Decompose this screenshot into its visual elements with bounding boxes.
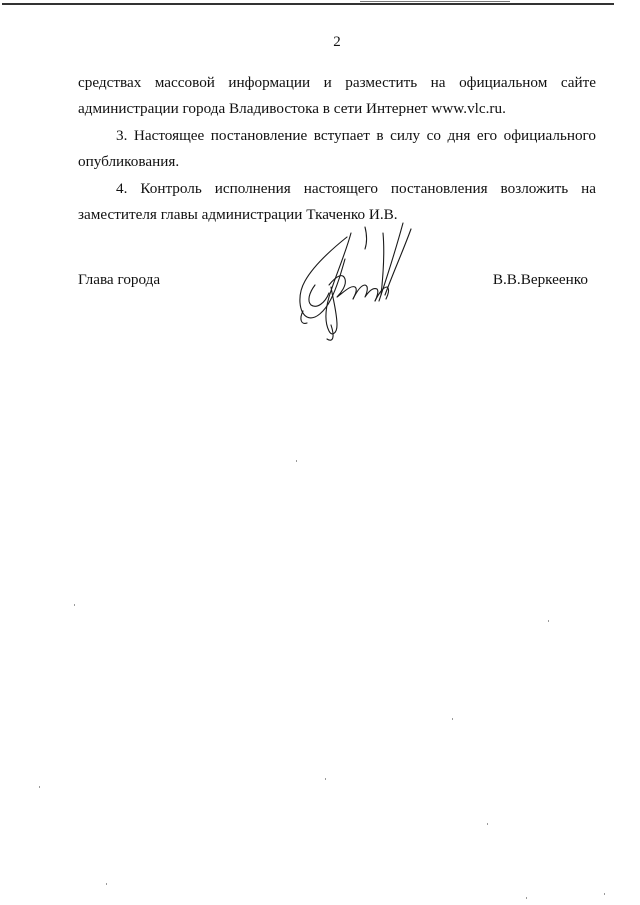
paragraph-line: 4. Контроль исполнения настоящего постановления возложить на (116, 180, 596, 197)
handwritten-signature-icon (285, 215, 425, 345)
paragraph-line: администрации города Владивостока в сети Интернет www.vlc.ru. (78, 100, 506, 117)
paragraph-item-3 (78, 123, 596, 175)
paragraph-line: опубликования. (78, 153, 180, 170)
signatory-name: В.В.Веркеенко (492, 271, 588, 288)
paragraph-line: 3. Настоящее постановление вступает в силу со дня его официального (116, 127, 596, 144)
scan-speck (604, 893, 605, 895)
scan-speck (325, 778, 326, 780)
scan-speck (452, 718, 453, 720)
scan-speck (106, 883, 107, 885)
scan-edge-line-secondary (360, 1, 510, 2)
scan-speck (526, 897, 527, 899)
scan-edge-line (2, 3, 614, 5)
scan-top-edge (0, 0, 640, 6)
page-number: 2 (333, 34, 341, 50)
paragraph-line: средствах массовой информации и разместить на официальном сайте (78, 74, 596, 91)
signatory-title: Глава города (78, 271, 161, 288)
scan-speck (548, 620, 549, 622)
scan-speck (74, 604, 75, 606)
paragraph-line: заместителя главы администрации Ткаченко И.В. (78, 206, 398, 223)
scan-speck (296, 460, 297, 462)
scan-speck (487, 823, 488, 825)
scan-speck (39, 786, 40, 788)
paragraph-continuation (78, 70, 596, 122)
